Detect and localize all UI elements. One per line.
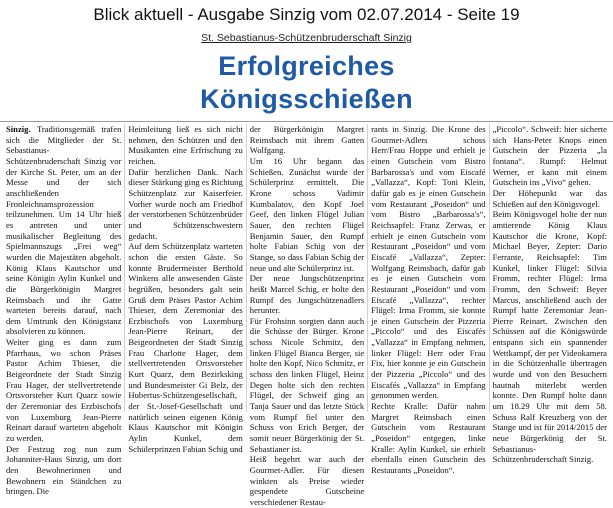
paragraph: Für Frohsinn sorgten dann auch die Schüsse der Bürger. Krone schoss Nicole Schmitz, den linken Flügel Bianca Berger, sie holte den Kopf, Nico Schmitz, er schoss den linken Flügel, Heinz Degen holte sich den rechten Flügel, der Schweif ging an Tanja Sauer und das letzte Stück vom Rumpf fiel unter den Schuss von Erich Berger, der somit neuer Bürgerkönig der St. Sebastianer ist. <box>249 315 365 454</box>
paragraph: Um 16 Uhr begann das Schießen. Zunächst wurde der Schülerprinz ermittelt. Die Krone schoss Vadimir Kumbalatov, den Kopf Joel Geef, den linken Flügel Julian Sauer, den rechten Flügel Benjamin Sauer, den Rumpf holte Fabian Schig von der Stange, so dass Fabian Schig der neue und alte Schülerprinz ist. <box>249 155 365 273</box>
paragraph: Beim Königsvogel holte der nun amtierende König Klaus Kautschor die Krone, Kopf: Michael Beyer, Zepter: Dario Ferrante, Reichsapfel: Tim Kunkel, linker Flügel: Silvia Fromm, rechter Flügel: Irma Fromm, den Schweif: Beyer Marcus, anschließend auch der Rumpf hatte Zeremoniar Jean-Pierre Reinart. Zwischen den Schüssen auf die Königswürde entspann sich ein spannender Wettkampf, der per Videokamera in die Schützenhalle übertragen wurde und von den Besuchern hautnah miterlebt werden konnte. Den Rumpf holte dann um 18.29 Uhr mit dem 58. Schuss Ralf Kreuzberg von der Stange und ist für 2014/2015 der neue Bürgerkönig der St. Sebastianus-Schützenbruderschaft Sinzig. <box>492 209 607 465</box>
paragraph: Der Höhepunkt war das Schießen auf den Königsvogel. <box>492 187 607 209</box>
paragraph: der Bürgerkönigin Margret Reimsbach mit ihrem Gatten Wolfgang. <box>249 124 365 156</box>
organization-line: St. Sebastianus-Schützenbruderschaft Sinzig <box>201 32 412 44</box>
headline-line-1: Erfolgreiches <box>218 51 395 81</box>
article-body <box>3 124 610 507</box>
article-headline <box>0 50 613 116</box>
paragraph: Heiß begehrt war auch der Gourmet-Adler. Für diesen winkten als Preise wieder gespendete Gutscheine verschiedener Restau- <box>249 454 365 507</box>
paragraph: Weiter ging es dann zum Pfarrhaus, wo schon Präses Pastor Achim Thieser, die Beigeordnete der Stadt Sinzig Frau Hager, der stellvertretende Ortsvorsteher Kurt Quarz sowie der Zeremoniar des Erzbischofs von Luxemburg Jean-Pierre Reinart darauf warteten abgeholt zu werden. <box>6 337 122 444</box>
dateline: Sinzig. <box>6 124 31 134</box>
paragraph: Rechte Kralle: Dafür nahm Margret Reimsbach einen Gutschein vom Restaurant „Poseidon“ entgegen, linke Kralle: Aylin Kunkel, sie erhielt ebenfalls einen Gutschein des Restaurants „Poseidon“. <box>371 401 486 475</box>
paragraph: Der neue Jungschützenprinz heißt Marcel Schig, er holte den Rumpf des Jungschützenadlers herunter. <box>249 273 365 316</box>
page-header: Blick aktuell - Ausgabe Sinzig vom 02.07.2014 - Seite 19 <box>93 5 520 24</box>
paragraph: Sinzig. Traditionsgemäß trafen sich die Mitglieder der St. Sebastianus-Schützenbruderschaft Sinzig vor der Kirche St. Peter, um an der Messe und der sich anschließenden Fronleichnamsprozession teilzunehmen. Um 14 Uhr hieß es antreten und unter musikalischer Begleitung des Spielmannszugs „Frei weg“ wurden die Majestäten abgeholt. König Klaus Kautschor und seine Königin Aylin Kunkel und die Bürgerkönigin Margret Reimsbach und ihr Gatte warteten bereits darauf, nach dem Umtrunk den Königstanz absolvieren zu können. <box>6 124 122 337</box>
headline-line-2: Königsschießen <box>200 84 413 114</box>
text-column-1 <box>3 124 124 497</box>
paragraph: Der Festzug zog nun zum Johanniter-Haus Sinzig, um dort den Bewohnerinnen und Bewohnern ein Ständchen zu bringen. Die <box>6 443 122 497</box>
paragraph: Auf dem Schützenplatz warteten schon die ersten Gäste. So konnte Brudermeister Berthold Winkens alle anwesenden Gäste begrüßen, besonders galt sein Gruß dem Präses Pastor Achim Thieser, dem Zeremoniar des Erzbischofs von Luxemburg Jean-Pierre Reinart, der Beigeordneten der Stadt Sinzig Frau Charlotte Hager, dem stellvertretenden Ortsvorsteher Kurt Quarz, dem Bezirksking und Bundesmeister Gi Belz, der Hubertus-Schützengesellschaft, der St.-Josef-Gesellschaft und natürlich seinen eigenen König Klaus Kautschor mit Königin Aylin Kunkel, dem Schülerprinzen Fabian Schig und <box>128 241 243 454</box>
text-column-3 <box>246 124 367 507</box>
text-column-5 <box>489 124 610 465</box>
divider-rule <box>0 121 613 122</box>
paragraph: Heimleitung ließ es sich nicht nehmen, den Schützen und den Musikanten eine Erfrischung zu reichen. <box>128 124 243 166</box>
text-column-2 <box>124 124 245 454</box>
paragraph: Dafür herzlichen Dank. Nach dieser Stärkung ging es Richtung Schützenplatz zur Kaiserfeier. Vorher wurde noch am Friedhof der verstorbenen Schützenbrüder und Schützenschwestern gedacht. <box>128 166 243 241</box>
text-column-4 <box>367 124 488 475</box>
paragraph: rants in Sinzig. Die Krone des Gourmet-Adlers schoss Herr/Frau Hoppe und erhielt je einen Gutschein vom Bistro Barbarossa's und vom Eiscafé „Vallazza“, Kopf: Toni Klein, dafür gab es je einen Gutschein vom Restaurant „Poseidon“ und vom Bistro „Barbarossa's“, Reichsapfel: Franz Zerwas, er erhielt je einen Gutschein vom Restaurant „Poseidon“ und vom Eiscafé „Vallazza“, Zepter: Wolfgang Reimsbach, dafür gab es je einen Gutschein vom Restaurant „Poseidon“ und vom Eiscafé „Vallazza“, rechter Flügel: Irma Fromm, sie konnte je einen Gutschein der Pizzeria „Piccolo“ und des Eiscafés „Vallazza“ in Empfang nehmen, linker Flügel: Herr oder Frau Fix, hier konnte je ein Gutschein der Pizzeria „Piccolo“ und des Eiscafés „Vallazza“ in Empfang genommen werden. <box>371 124 486 401</box>
paragraph: „Piccolo“. Schweif: hier sicherte sich Hans-Peter Knops einen Gutschein der Pizzeria „la fontana“. Rumpf: Helmut Werner, er kann mit einem Gutschein ins „Vivo“ gehen. <box>492 124 607 188</box>
